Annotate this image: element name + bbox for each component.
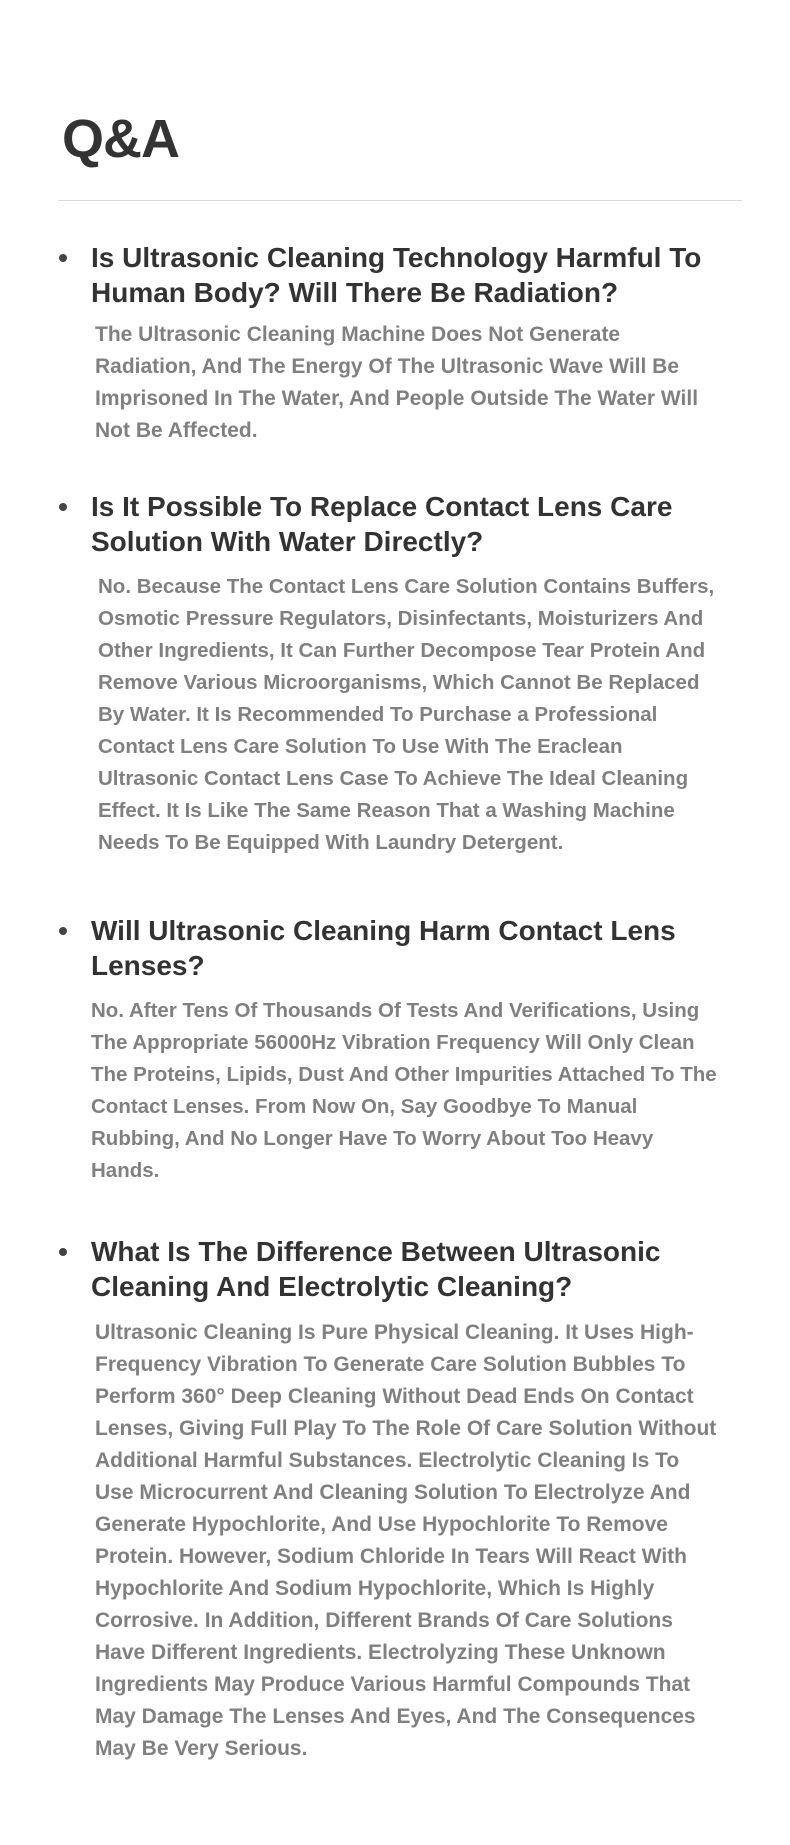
bullet-dot-icon bbox=[59, 927, 67, 935]
bullet-dot-icon bbox=[59, 254, 67, 262]
page-title: Q&A bbox=[62, 109, 179, 169]
answer-text: The Ultrasonic Cleaning Machine Does Not Generate Radiation, And The Energy Of The Ultrasonic Wave Will Be Imprisoned In The Water, And People Outside The Water Will Not Be Affected. bbox=[95, 323, 699, 442]
question-text: Will Ultrasonic Cleaning Harm Contact Lens Lenses? bbox=[91, 915, 676, 981]
qa-item-lens-harm bbox=[58, 913, 718, 1187]
answer-text: Ultrasonic Cleaning Is Pure Physical Cleaning. It Uses High-Frequency Vibration To Generate Care Solution Bubbles To Perform 360° Deep Cleaning Without Dead Ends On Contact Lenses, Giving Full Play To The Role Of Care Solution Without Additional Harmful Substances. Electrolytic Cleaning Is To Use Microcurrent And Cleaning Solution To Electrolyze And Generate Hypochlorite, And Use Hypochlorite To Remove Protein. However, Sodium Chloride In Tears Will React With Hypochlorite And Sodium Hypochlorite, Which Is Highly Corrosive. In Addition, Different Brands Of Care Solutions Have Different Ingredients. Electrolyzing These Unknown Ingredients May Produce Various Harmful Compounds That May Damage The Lenses And Eyes, And The Consequences May Be Very Serious. bbox=[95, 1321, 717, 1760]
question-heading bbox=[58, 1234, 718, 1304]
question-heading bbox=[58, 240, 718, 310]
question-heading bbox=[58, 913, 718, 983]
qa-item-radiation bbox=[58, 240, 718, 447]
bullet-dot-icon bbox=[59, 503, 67, 511]
qa-item-ultrasonic-vs-electrolytic bbox=[58, 1234, 718, 1765]
answer-text: No. After Tens Of Thousands Of Tests And Verifications, Using The Appropriate 56000Hz Vibration Frequency Will Only Clean The Proteins, Lipids, Dust And Other Impurities Attached To The Contact Lenses. From Now On, Say Goodbye To Manual Rubbing, And No Longer Have To Worry About Too Heavy Hands. bbox=[91, 999, 717, 1182]
question-text: Is It Possible To Replace Contact Lens Care Solution With Water Directly? bbox=[91, 491, 673, 557]
question-text: Is Ultrasonic Cleaning Technology Harmful To Human Body? Will There Be Radiation? bbox=[91, 242, 702, 308]
question-heading bbox=[58, 489, 718, 559]
answer-text: No. Because The Contact Lens Care Solution Contains Buffers, Osmotic Pressure Regulators, Disinfectants, Moisturizers And Other Ingredients, It Can Further Decompose Tear Protein And Remove Various Microorganisms, Which Cannot Be Replaced By Water. It Is Recommended To Purchase a Professional Contact Lens Care Solution To Use With The Eraclean Ultrasonic Contact Lens Case To Achieve The Ideal Cleaning Effect. It Is Like The Same Reason That a Washing Machine Needs To Be Equipped With Laundry Detergent. bbox=[98, 575, 715, 854]
question-text: What Is The Difference Between Ultrasonic Cleaning And Electrolytic Cleaning? bbox=[91, 1236, 661, 1302]
qa-item-water-replacement bbox=[58, 489, 718, 859]
title-divider bbox=[58, 200, 742, 201]
bullet-dot-icon bbox=[59, 1248, 67, 1256]
